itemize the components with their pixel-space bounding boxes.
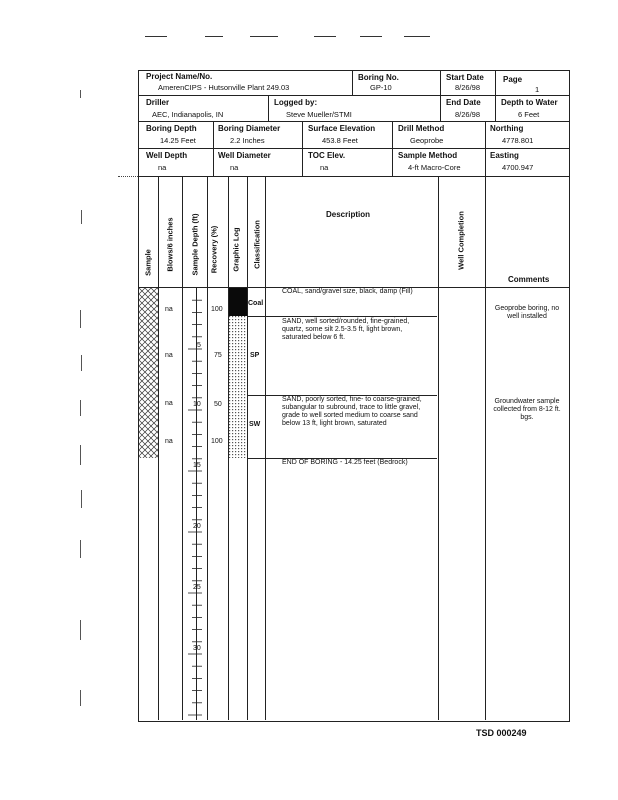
toc-elevation-label: TOC Elev. xyxy=(308,151,346,160)
scan-mark xyxy=(80,400,81,416)
scan-mark xyxy=(80,310,81,328)
driller-label: Driller xyxy=(146,98,170,107)
end-date-label: End Date xyxy=(446,98,481,107)
scan-mark xyxy=(81,355,82,371)
depth-water-value: 6 Feet xyxy=(518,110,540,119)
depth-ruler xyxy=(182,288,208,720)
sample-hatch xyxy=(139,288,158,458)
col-recovery: Recovery (%) xyxy=(209,225,219,274)
boring-diameter-label: Boring Diameter xyxy=(218,124,281,133)
boring-no-value: GP-10 xyxy=(370,83,392,92)
recovery-value: 75 xyxy=(214,352,222,359)
depth-label: 15 xyxy=(193,462,201,469)
scan-mark xyxy=(80,690,81,706)
sample-method-value: 4-ft Macro-Core xyxy=(408,163,461,172)
sample-method-label: Sample Method xyxy=(398,151,458,160)
comment-groundwater: Groundwater sample collected from 8-12 ft. bgs. xyxy=(493,398,561,421)
description-coal: COAL, sand/gravel size, black, damp (Fill) xyxy=(282,288,413,295)
description-sw: SAND, poorly sorted, fine- to coarse-grained, subangular to subround, trace to little gravel, grade to well sorted medium to coarse sand below 13 ft, light brown, saturated xyxy=(282,396,422,427)
surface-elevation-value: 453.8 Feet xyxy=(322,136,358,145)
well-diameter-label: Well Diameter xyxy=(218,151,271,160)
header-dash xyxy=(145,36,167,37)
scan-mark xyxy=(80,620,81,640)
blows-value: na xyxy=(165,438,173,445)
recovery-value: 50 xyxy=(214,401,222,408)
boring-depth-value: 14.25 Feet xyxy=(160,136,196,145)
header-dash xyxy=(250,36,278,37)
col-description: Description xyxy=(326,210,371,219)
well-depth-value: na xyxy=(158,163,167,172)
page-value: 1 xyxy=(535,85,540,94)
start-date-value: 8/26/98 xyxy=(455,83,481,92)
northing-value: 4778.801 xyxy=(502,136,534,145)
northing-label: Northing xyxy=(490,124,524,133)
classification-coal: Coal xyxy=(248,300,264,307)
header-dash xyxy=(205,36,223,37)
blows-value: na xyxy=(165,400,173,407)
classification-sp: SP xyxy=(250,352,260,359)
start-date-label: Start Date xyxy=(446,73,484,82)
depth-label: 30 xyxy=(193,645,201,652)
end-date-value: 8/26/98 xyxy=(455,110,481,119)
description-end: END OF BORING - 14.25 feet (Bedrock) xyxy=(282,459,408,466)
scan-mark xyxy=(80,90,81,98)
scan-mark xyxy=(80,540,81,558)
document-id: TSD 000249 xyxy=(476,728,527,738)
depth-label: 10 xyxy=(193,401,201,408)
header-dash xyxy=(404,36,430,37)
col-sample: Sample xyxy=(143,249,153,276)
driller-value: AEC, Indianapolis, IN xyxy=(152,110,224,119)
depth-water-label: Depth to Water xyxy=(501,98,558,107)
graphic-log-coal xyxy=(229,288,247,316)
depth-label: 5 xyxy=(197,342,201,349)
comment-geoprobe: Geoprobe boring, no well installed xyxy=(494,305,560,320)
page-label: Page xyxy=(503,75,523,84)
header-dash xyxy=(360,36,382,37)
col-comments: Comments xyxy=(508,275,550,284)
project-label: Project Name/No. xyxy=(146,72,213,81)
easting-value: 4700.947 xyxy=(502,163,534,172)
blows-value: na xyxy=(165,352,173,359)
scan-mark xyxy=(81,490,82,508)
col-sample-depth: Sample Depth (ft) xyxy=(190,213,200,276)
well-depth-label: Well Depth xyxy=(146,151,188,160)
logged-by-value: Steve Mueller/STMI xyxy=(286,110,352,119)
col-classification: Classification xyxy=(252,220,262,269)
drill-method-value: Geoprobe xyxy=(410,136,444,145)
boring-diameter-value: 2.2 Inches xyxy=(230,136,265,145)
depth-label: 20 xyxy=(193,523,201,530)
logged-by-label: Logged by: xyxy=(274,98,318,107)
toc-elevation-value: na xyxy=(320,163,329,172)
boring-depth-label: Boring Depth xyxy=(146,124,197,133)
well-diameter-value: na xyxy=(230,163,239,172)
col-blows: Blows/6 inches xyxy=(165,217,175,272)
drill-method-label: Drill Method xyxy=(398,124,445,133)
recovery-value: 100 xyxy=(211,438,223,445)
col-graphic-log: Graphic Log xyxy=(231,227,241,272)
classification-sw: SW xyxy=(249,421,261,428)
depth-label: 25 xyxy=(193,584,201,591)
easting-label: Easting xyxy=(490,151,519,160)
scan-mark xyxy=(80,445,81,465)
surface-elevation-label: Surface Elevation xyxy=(308,124,376,133)
boring-no-label: Boring No. xyxy=(358,73,399,82)
project-value: AmerenCIPS - Hutsonville Plant 249.03 xyxy=(158,83,290,92)
graphic-log-sand xyxy=(229,316,247,458)
scan-mark xyxy=(81,210,82,224)
blows-value: na xyxy=(165,306,173,313)
description-sp: SAND, well sorted/rounded, fine-grained, quartz, some silt 2.5-3.5 ft, light brown, saturated below 6 ft. xyxy=(282,318,410,341)
col-well-completion: Well Completion xyxy=(456,211,466,270)
header-dash xyxy=(314,36,336,37)
recovery-value: 100 xyxy=(211,306,223,313)
